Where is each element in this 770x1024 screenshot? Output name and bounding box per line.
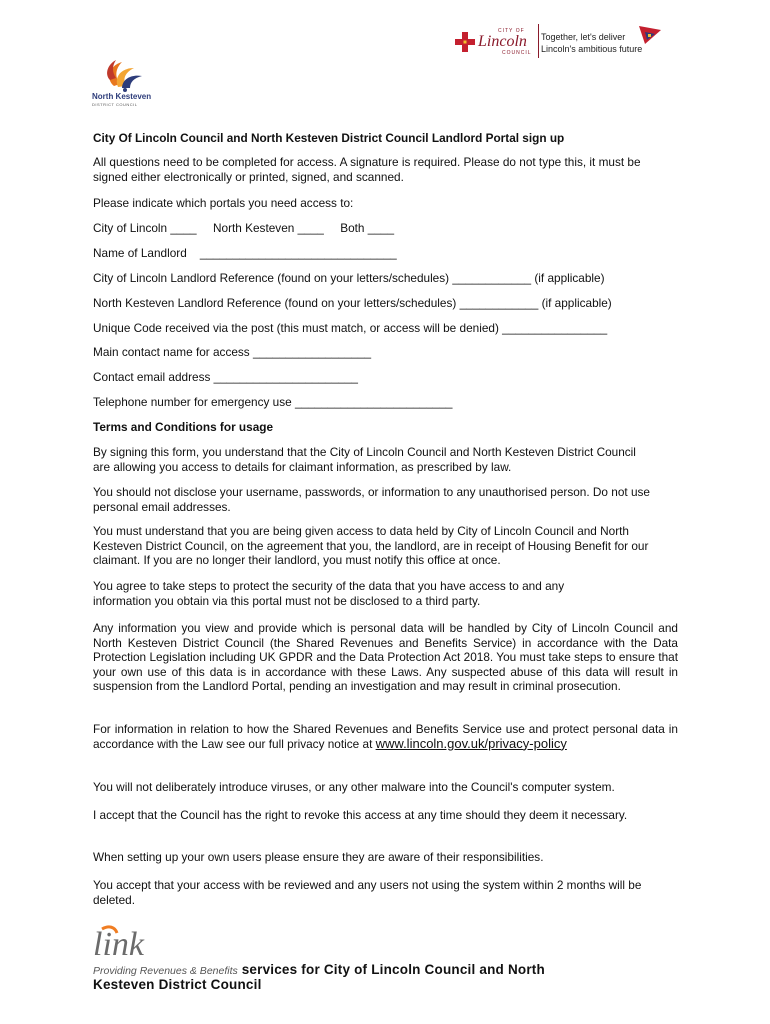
landlord-name-field[interactable]: Name of Landlord ______________________________ [93, 246, 397, 260]
telephone-field[interactable]: Telephone number for emergency use ________________________ [93, 395, 453, 409]
portals-prompt: Please indicate which portals you need access to: [93, 196, 354, 210]
footer-small-text: Providing Revenues & Benefits [93, 965, 238, 977]
lincoln-tagline-line-2: Lincoln's ambitious future [541, 44, 643, 54]
lincoln-logo-city-of: CITY OF [498, 28, 525, 34]
lincoln-flag-icon [639, 26, 661, 44]
lincoln-logo-name: Lincoln [478, 33, 527, 50]
privacy-policy-link[interactable]: www.lincoln.gov.uk/privacy-policy [375, 735, 567, 751]
terms-paragraph-6 [93, 722, 678, 751]
terms-paragraph-7: You will not deliberately introduce viruses, or any other malware into the Council's computer system. [93, 780, 615, 794]
footer-big-text-1: services for City of Lincoln Council and North [237, 962, 545, 977]
lincoln-cross-icon [455, 32, 475, 52]
terms-paragraph-4: You agree to take steps to protect the security of the data that you have access to and any information you obtain via this portal must not be disclosed to a third party. [93, 579, 565, 608]
col-reference-field[interactable]: City of Lincoln Landlord Reference (found on your letters/schedules) ____________ (if applicable) [93, 271, 605, 285]
privacy-notice-text: For information in relation to how the Shared Revenues and Benefits Service use and protect personal data in accordance with the Law see our full privacy notice at [93, 722, 678, 751]
terms-paragraph-8: I accept that the Council has the right to revoke this access at any time should they deem it necessary. [93, 808, 628, 822]
north-kesteven-swirl-icon [92, 56, 162, 92]
terms-paragraph-9: When setting up your own users please ensure they are aware of their responsibilities. [93, 850, 544, 864]
terms-paragraph-10: You accept that your access with be reviewed and any users not using the system within 2 months will be deleted. [93, 878, 642, 907]
link-logo-graphic [93, 923, 173, 961]
terms-paragraph-5: Any information you view and provide which is personal data will be handled by City of Lincoln Council and North Kesteven District Council (the Shared Revenues and Benefits Service) in accordance with the Data Protection Legislation including UK GPDR and the Data Protection Act 2018. You must take steps to ensure that your own use of this data is in accordance with these Laws. Any suspected abuse of this data will result in suspension from the Landlord Portal, pending an investigation and may result in criminal prosecution. [93, 621, 678, 693]
footer-big-text-2: Kesteven District Council [93, 977, 262, 992]
intro-text: All questions need to be completed for access. A signature is required. Please do not type this, it must be signed either electronically or printed, signed, and scanned. [93, 155, 641, 184]
north-kesteven-logo-sub: DISTRICT COUNCIL [92, 102, 138, 107]
north-kesteven-logo-name: North Kesteven [92, 92, 152, 101]
link-logo [93, 923, 173, 961]
terms-paragraph-3: You must understand that you are being given access to data held by City of Lincoln Council and North Kesteven District Council, on the agreement that you, the landlord, are in receipt of Housing Benefit for our claimant. If you are no longer their landlord, you must notify this office at once. [93, 524, 649, 567]
lincoln-tagline-line-1: Together, let's deliver [541, 32, 626, 42]
link-logo-text: link [93, 926, 144, 961]
unique-code-field[interactable]: Unique Code received via the post (this must match, or access will be denied) ________________ [93, 321, 608, 335]
lincoln-logo-council: COUNCIL [502, 50, 532, 56]
terms-paragraph-2: You should not disclose your username, passwords, or information to any unauthorised person. Do not use personal email addresses. [93, 485, 650, 514]
page-title: City Of Lincoln Council and North Kesteven District Council Landlord Portal sign up [93, 131, 565, 145]
nk-reference-field[interactable]: North Kesteven Landlord Reference (found on your letters/schedules) ____________ (if applicable) [93, 296, 612, 310]
portal-options-field[interactable]: City of Lincoln ____ North Kesteven ____ Both ____ [93, 221, 395, 235]
north-kesteven-logo [92, 56, 162, 106]
contact-email-field[interactable]: Contact email address ______________________ [93, 370, 358, 384]
terms-paragraph-1: By signing this form, you understand that the City of Lincoln Council and North Kesteven District Council are allowing you access to details for claimant information, as prescribed by law. [93, 445, 636, 474]
footer-strapline [93, 961, 653, 992]
terms-heading: Terms and Conditions for usage [93, 420, 274, 434]
logo-divider [538, 24, 539, 58]
city-of-lincoln-logo [452, 22, 672, 60]
contact-name-field[interactable]: Main contact name for access __________________ [93, 345, 372, 359]
